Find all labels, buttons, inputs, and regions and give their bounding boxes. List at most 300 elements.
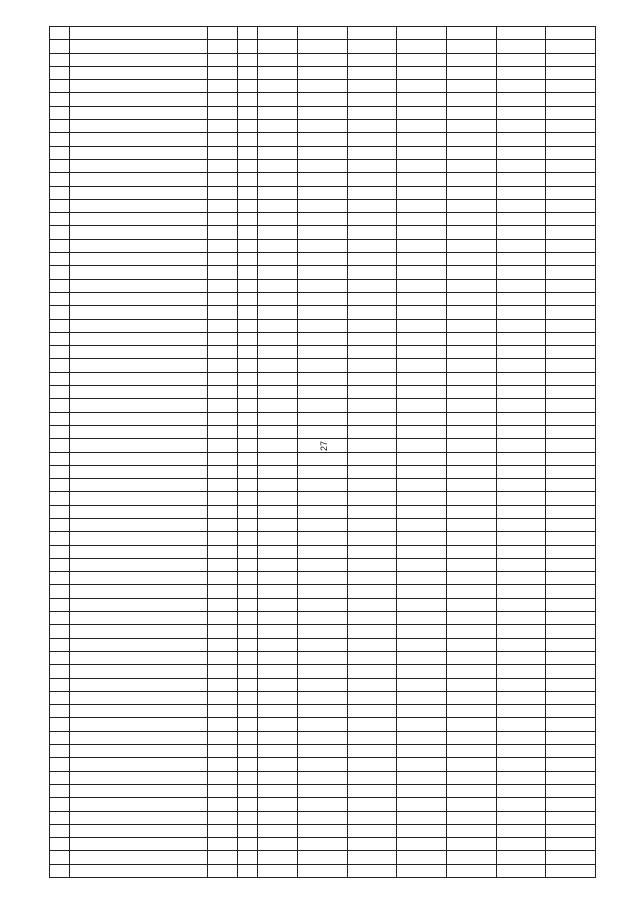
table-cell <box>258 199 298 212</box>
table-row <box>50 425 596 438</box>
table-cell <box>70 718 207 731</box>
table-cell <box>347 798 397 811</box>
table-cell <box>50 771 70 784</box>
table-cell <box>237 598 257 611</box>
table-cell <box>347 186 397 199</box>
table-cell <box>237 731 257 744</box>
table-cell <box>237 665 257 678</box>
table-cell <box>50 372 70 385</box>
table-cell <box>496 239 546 252</box>
table-cell <box>237 27 257 40</box>
table-cell <box>397 226 447 239</box>
table-cell <box>347 53 397 66</box>
table-cell <box>70 159 207 172</box>
table-cell <box>258 598 298 611</box>
table-cell <box>207 771 237 784</box>
table-cell <box>258 771 298 784</box>
table-row <box>50 239 596 252</box>
table-cell <box>546 332 596 345</box>
table-cell <box>258 80 298 93</box>
table-cell <box>496 545 546 558</box>
table-cell <box>258 758 298 771</box>
table-cell <box>70 638 207 651</box>
table-cell <box>207 705 237 718</box>
table-cell <box>496 492 546 505</box>
table-cell <box>70 266 207 279</box>
table-cell <box>207 346 237 359</box>
table-cell <box>347 465 397 478</box>
table-cell <box>447 106 497 119</box>
table-cell <box>70 691 207 704</box>
table-cell <box>496 372 546 385</box>
table-cell <box>298 838 348 851</box>
table-cell <box>546 532 596 545</box>
table-cell <box>546 518 596 531</box>
table-cell <box>546 279 596 292</box>
table-cell <box>258 665 298 678</box>
table-cell <box>237 159 257 172</box>
table-cell <box>258 811 298 824</box>
table-cell <box>258 452 298 465</box>
table-cell <box>397 518 447 531</box>
table-cell <box>258 253 298 266</box>
table-cell <box>237 425 257 438</box>
table-cell <box>546 120 596 133</box>
table-cell <box>70 399 207 412</box>
table-cell <box>258 173 298 186</box>
table-cell <box>70 439 207 452</box>
table-cell <box>207 359 237 372</box>
table-cell <box>447 798 497 811</box>
table-cell <box>237 864 257 877</box>
table-cell <box>70 306 207 319</box>
table-cell <box>298 53 348 66</box>
table-cell <box>50 80 70 93</box>
table-row <box>50 505 596 518</box>
table-row <box>50 745 596 758</box>
table-cell <box>447 120 497 133</box>
table-cell <box>258 332 298 345</box>
table-cell <box>298 864 348 877</box>
table-cell <box>258 346 298 359</box>
table-cell <box>347 159 397 172</box>
table-cell <box>496 505 546 518</box>
table-cell <box>496 53 546 66</box>
table-cell <box>397 492 447 505</box>
table-cell <box>258 585 298 598</box>
table-cell <box>207 731 237 744</box>
table-cell <box>207 625 237 638</box>
table-cell <box>237 811 257 824</box>
table-cell <box>70 585 207 598</box>
table-cell <box>207 598 237 611</box>
table-cell <box>207 80 237 93</box>
table-cell <box>298 412 348 425</box>
table-cell <box>546 465 596 478</box>
table-cell <box>207 452 237 465</box>
table-cell <box>298 359 348 372</box>
table-cell <box>546 678 596 691</box>
table-cell <box>347 718 397 731</box>
table-cell <box>397 425 447 438</box>
table-row <box>50 651 596 664</box>
table-cell <box>397 27 447 40</box>
table-cell <box>237 585 257 598</box>
table-cell <box>298 505 348 518</box>
table-cell <box>447 691 497 704</box>
table-cell <box>546 745 596 758</box>
table-cell <box>447 40 497 53</box>
table-cell <box>207 439 237 452</box>
table-cell <box>298 665 348 678</box>
table-cell <box>447 598 497 611</box>
table-cell <box>258 798 298 811</box>
table-cell <box>397 146 447 159</box>
table-cell <box>397 359 447 372</box>
table-cell <box>70 80 207 93</box>
table-cell <box>546 226 596 239</box>
table-cell <box>70 771 207 784</box>
table-cell <box>546 824 596 837</box>
table-cell <box>496 851 546 864</box>
table-cell <box>447 292 497 305</box>
table-cell <box>258 306 298 319</box>
table-cell <box>70 27 207 40</box>
table-cell <box>258 612 298 625</box>
table-cell <box>207 864 237 877</box>
table-cell <box>237 518 257 531</box>
table-cell <box>496 532 546 545</box>
table-row <box>50 718 596 731</box>
table-cell <box>447 399 497 412</box>
table-cell <box>347 253 397 266</box>
table-cell <box>258 545 298 558</box>
table-row <box>50 133 596 146</box>
table-cell <box>70 425 207 438</box>
table-cell <box>298 80 348 93</box>
table-cell <box>447 66 497 79</box>
table-cell <box>397 612 447 625</box>
table-row <box>50 784 596 797</box>
table-cell <box>397 439 447 452</box>
table-row <box>50 66 596 79</box>
table-cell <box>237 798 257 811</box>
table-cell <box>207 279 237 292</box>
table-cell <box>258 106 298 119</box>
table-cell <box>397 479 447 492</box>
table-row <box>50 665 596 678</box>
table-cell <box>347 93 397 106</box>
table-cell <box>50 386 70 399</box>
table-cell <box>447 625 497 638</box>
table-cell <box>447 133 497 146</box>
table-cell <box>496 66 546 79</box>
table-cell <box>50 465 70 478</box>
table-cell <box>496 465 546 478</box>
table-cell <box>347 40 397 53</box>
table-cell <box>298 479 348 492</box>
table-cell <box>546 545 596 558</box>
table-cell <box>50 399 70 412</box>
table-cell <box>397 279 447 292</box>
table-cell <box>496 691 546 704</box>
table-cell <box>447 173 497 186</box>
table-cell <box>70 146 207 159</box>
table-cell <box>496 199 546 212</box>
table-cell <box>258 386 298 399</box>
table-cell <box>258 465 298 478</box>
table-cell <box>237 718 257 731</box>
table-cell <box>347 66 397 79</box>
table-cell <box>347 120 397 133</box>
table-cell <box>298 346 348 359</box>
table-row <box>50 306 596 319</box>
table-cell <box>237 532 257 545</box>
table-cell <box>70 386 207 399</box>
table-row <box>50 572 596 585</box>
table-cell <box>50 452 70 465</box>
table-cell <box>397 199 447 212</box>
table-cell <box>237 359 257 372</box>
table-cell <box>496 864 546 877</box>
table-cell <box>347 133 397 146</box>
table-cell <box>237 292 257 305</box>
table-cell <box>298 612 348 625</box>
table-cell <box>237 771 257 784</box>
table-cell <box>237 705 257 718</box>
table-cell <box>496 439 546 452</box>
table-cell <box>447 651 497 664</box>
table-cell <box>447 718 497 731</box>
table-cell <box>70 864 207 877</box>
table-cell <box>298 253 348 266</box>
table-cell <box>258 505 298 518</box>
table-cell <box>347 452 397 465</box>
table-row <box>50 146 596 159</box>
table-cell <box>50 106 70 119</box>
table-cell <box>298 558 348 571</box>
table-cell <box>496 213 546 226</box>
table-cell <box>237 346 257 359</box>
table-row <box>50 638 596 651</box>
table-cell <box>298 851 348 864</box>
table-cell <box>70 279 207 292</box>
table-cell <box>447 452 497 465</box>
table-cell <box>207 479 237 492</box>
table-cell <box>447 319 497 332</box>
table-cell <box>70 372 207 385</box>
table-row <box>50 266 596 279</box>
table-cell <box>298 93 348 106</box>
table-cell <box>347 572 397 585</box>
table-cell <box>298 386 348 399</box>
table-cell <box>447 492 497 505</box>
table-cell <box>258 93 298 106</box>
table-cell <box>70 332 207 345</box>
table-cell <box>237 399 257 412</box>
table-cell <box>237 53 257 66</box>
table-cell <box>447 585 497 598</box>
table-cell <box>237 479 257 492</box>
table-cell <box>496 811 546 824</box>
table-cell <box>347 359 397 372</box>
table-cell <box>70 452 207 465</box>
table-cell <box>496 518 546 531</box>
table-row <box>50 851 596 864</box>
table-cell <box>50 239 70 252</box>
table-cell <box>70 625 207 638</box>
table-cell <box>496 625 546 638</box>
table-row <box>50 386 596 399</box>
table-cell <box>258 705 298 718</box>
table-cell <box>447 386 497 399</box>
table-cell <box>258 572 298 585</box>
table-cell <box>237 372 257 385</box>
table-cell <box>546 851 596 864</box>
table-cell <box>447 824 497 837</box>
table-cell <box>70 226 207 239</box>
table-row <box>50 319 596 332</box>
table-cell <box>496 718 546 731</box>
table-cell <box>347 199 397 212</box>
table-cell <box>50 279 70 292</box>
table-cell <box>347 824 397 837</box>
table-row <box>50 199 596 212</box>
table-cell <box>70 518 207 531</box>
table-cell <box>237 146 257 159</box>
table-cell <box>70 678 207 691</box>
table-row <box>50 399 596 412</box>
table-cell <box>496 359 546 372</box>
table-cell <box>50 665 70 678</box>
table-cell <box>298 452 348 465</box>
table-cell <box>258 319 298 332</box>
table-cell <box>258 120 298 133</box>
table-cell <box>347 306 397 319</box>
table-cell <box>237 319 257 332</box>
table-cell <box>237 691 257 704</box>
table-cell <box>496 585 546 598</box>
table-cell <box>496 479 546 492</box>
table-cell <box>546 412 596 425</box>
table-cell <box>50 199 70 212</box>
table-cell <box>298 784 348 797</box>
table-cell <box>397 811 447 824</box>
table-cell <box>496 120 546 133</box>
table-cell <box>70 824 207 837</box>
table-cell <box>258 213 298 226</box>
table-cell <box>70 93 207 106</box>
table-cell <box>207 425 237 438</box>
table-cell <box>496 412 546 425</box>
table-cell <box>207 412 237 425</box>
table-cell <box>298 425 348 438</box>
table-cell <box>298 106 348 119</box>
table-cell <box>347 266 397 279</box>
table-cell <box>546 718 596 731</box>
table-cell <box>298 199 348 212</box>
table-cell <box>546 439 596 452</box>
table-cell <box>50 146 70 159</box>
table-cell <box>447 226 497 239</box>
table-cell <box>207 492 237 505</box>
table-cell <box>496 771 546 784</box>
table-cell <box>397 691 447 704</box>
table-cell <box>298 319 348 332</box>
table-cell <box>496 279 546 292</box>
table-cell <box>347 279 397 292</box>
table-cell <box>546 319 596 332</box>
table-cell <box>237 120 257 133</box>
table-cell <box>546 306 596 319</box>
table-cell <box>298 638 348 651</box>
table-cell <box>347 505 397 518</box>
table-cell <box>237 651 257 664</box>
table-cell <box>546 784 596 797</box>
table-cell <box>258 851 298 864</box>
table-cell <box>70 612 207 625</box>
table-cell <box>70 319 207 332</box>
table-cell <box>397 239 447 252</box>
table-cell <box>298 545 348 558</box>
table-cell <box>237 80 257 93</box>
table-cell <box>207 691 237 704</box>
table-cell <box>298 811 348 824</box>
table-row <box>50 558 596 571</box>
table-cell <box>397 159 447 172</box>
table-cell <box>207 545 237 558</box>
table-cell <box>237 784 257 797</box>
table-cell <box>207 146 237 159</box>
table-cell <box>496 745 546 758</box>
table-row <box>50 771 596 784</box>
table-cell <box>50 173 70 186</box>
table-cell <box>546 505 596 518</box>
table-cell <box>237 824 257 837</box>
table-cell <box>546 479 596 492</box>
table-cell <box>258 186 298 199</box>
table-cell <box>50 731 70 744</box>
table-cell <box>50 532 70 545</box>
table-row <box>50 705 596 718</box>
table-cell <box>207 824 237 837</box>
table-cell <box>237 133 257 146</box>
table-cell <box>70 651 207 664</box>
table-row <box>50 253 596 266</box>
table-cell <box>496 452 546 465</box>
table-cell <box>50 864 70 877</box>
table-cell <box>397 572 447 585</box>
table-cell <box>50 718 70 731</box>
table-cell <box>347 292 397 305</box>
table-row <box>50 465 596 478</box>
table-cell <box>496 784 546 797</box>
table-cell <box>237 266 257 279</box>
table-cell <box>496 106 546 119</box>
table-cell <box>546 585 596 598</box>
table-cell <box>447 213 497 226</box>
table-cell <box>70 106 207 119</box>
table-row <box>50 412 596 425</box>
table-cell <box>347 625 397 638</box>
table-row <box>50 532 596 545</box>
table-row <box>50 80 596 93</box>
table-cell <box>237 505 257 518</box>
table-cell <box>298 146 348 159</box>
table-cell <box>50 545 70 558</box>
table-cell <box>397 745 447 758</box>
table-cell <box>207 678 237 691</box>
